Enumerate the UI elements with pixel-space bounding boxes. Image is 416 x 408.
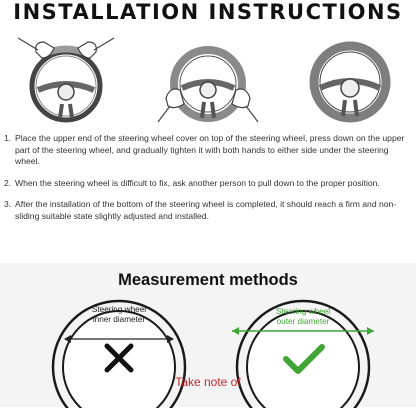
hands-on-wheel-icon <box>14 34 118 126</box>
label-line: Steering wheel <box>91 305 147 314</box>
page-title: INSTALLATION INSTRUCTIONS <box>13 0 403 24</box>
step-number: 1. <box>4 133 12 143</box>
step-number: 2. <box>4 177 12 188</box>
inner-diameter-label <box>79 305 159 325</box>
instruction-step <box>4 178 412 190</box>
instruction-step <box>4 199 412 222</box>
step-text: After the installation of the bottom of the steering wheel is completed, it should reach a firm and non-sliding suitable state slightly adjusted and installed. <box>15 199 397 221</box>
wheel-with-cover-icon <box>298 34 402 126</box>
take-note-text: Take note of <box>175 375 241 389</box>
step-text: Place the upper end of the steering wheel cover on top of the steering wheel, press down on the upper part of the steering wheel, and gradually tighten it with both hands to either side under the steering wheel. <box>15 133 405 167</box>
label-line: outer diameter <box>276 317 330 326</box>
instruction-step <box>4 133 412 168</box>
step-text: When the steering wheel is difficult to fix, ask another person to pull down to the proper position. <box>15 177 380 188</box>
instruction-list <box>4 133 412 233</box>
hands-pulling-cover-icon <box>156 34 260 126</box>
measurement-title: Measurement methods <box>118 271 298 289</box>
label-line: inner diameter <box>92 315 146 324</box>
outer-diameter-label <box>263 307 343 327</box>
step-number: 3. <box>4 199 12 210</box>
label-line: Steering wheel <box>275 307 331 316</box>
